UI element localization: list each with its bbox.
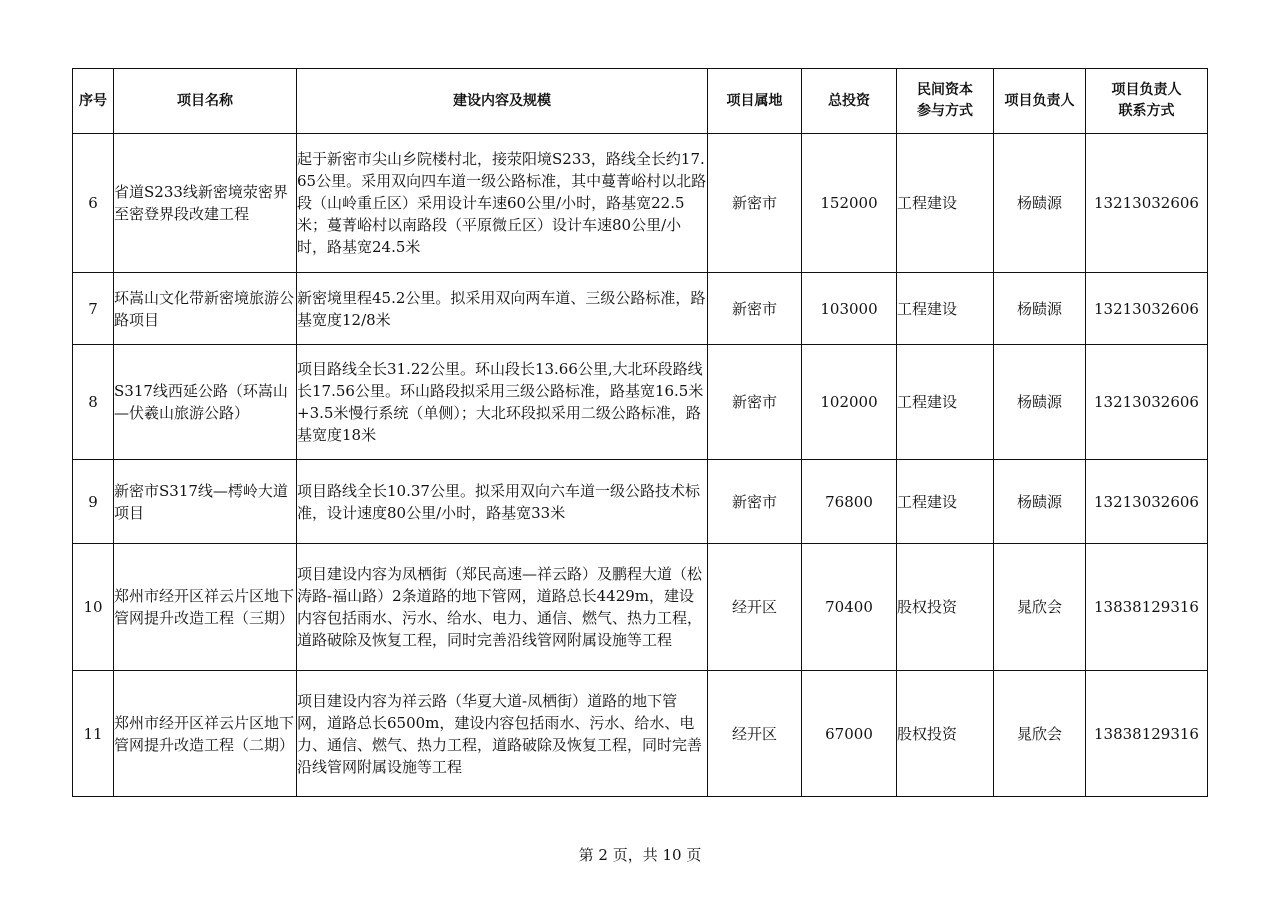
table-row (73, 345, 1208, 460)
row-content: 项目路线全长10.37公里。拟采用双向六车道一级公路技术标准，设计速度80公里/小时，路基宽33米 (297, 460, 708, 544)
row-participation: 工程建设 (897, 273, 994, 345)
header-no: 序号 (73, 69, 114, 134)
header-investment: 总投资 (802, 69, 897, 134)
row-owner: 杨赜源 (994, 273, 1086, 345)
row-owner: 晁欣会 (994, 544, 1086, 671)
row-no: 11 (73, 671, 114, 797)
table-row (73, 671, 1208, 797)
row-location: 经开区 (708, 544, 802, 671)
header-contact (1086, 69, 1208, 134)
row-location: 新密市 (708, 273, 802, 345)
row-owner: 晁欣会 (994, 671, 1086, 797)
row-location: 新密市 (708, 460, 802, 544)
row-name: 新密市S317线—樗岭大道项目 (114, 460, 297, 544)
row-name: 郑州市经开区祥云片区地下管网提升改造工程（二期） (114, 671, 297, 797)
row-participation: 工程建设 (897, 460, 994, 544)
header-content: 建设内容及规模 (297, 69, 708, 134)
row-investment: 102000 (802, 345, 897, 460)
row-investment: 152000 (802, 134, 897, 273)
row-contact: 13213032606 (1086, 273, 1208, 345)
row-name: S317线西延公路（环嵩山—伏羲山旅游公路） (114, 345, 297, 460)
row-no: 9 (73, 460, 114, 544)
row-contact: 13838129316 (1086, 671, 1208, 797)
row-participation: 工程建设 (897, 134, 994, 273)
row-name: 环嵩山文化带新密境旅游公路项目 (114, 273, 297, 345)
row-content: 项目路线全长31.22公里。环山段长13.66公里,大北环段路线长17.56公里。环山路段拟采用三级公路标准，路基宽16.5米+3.5米慢行系统（单侧）；大北环段拟采用二级公路标准，路基宽度18米 (297, 345, 708, 460)
header-location: 项目属地 (708, 69, 802, 134)
project-table (72, 68, 1208, 797)
header-contact-line1: 项目负责人 (1111, 82, 1182, 98)
row-content: 项目建设内容为凤栖街（郑民高速—祥云路）及鹏程大道（松涛路-福山路）2条道路的地下管网，道路总长4429m，建设内容包括雨水、污水、给水、电力、通信、燃气、热力工程，道路破除及恢复工程，同时完善沿线管网附属设施等工程 (297, 544, 708, 671)
header-name: 项目名称 (114, 69, 297, 134)
row-owner: 杨赜源 (994, 460, 1086, 544)
row-investment: 67000 (802, 671, 897, 797)
row-name: 省道S233线新密境荥密界至密登界段改建工程 (114, 134, 297, 273)
header-row (73, 69, 1208, 134)
header-participation-line2: 参与方式 (917, 103, 973, 119)
table-row (73, 460, 1208, 544)
row-name: 郑州市经开区祥云片区地下管网提升改造工程（三期） (114, 544, 297, 671)
table-row (73, 544, 1208, 671)
row-no: 7 (73, 273, 114, 345)
row-location: 新密市 (708, 134, 802, 273)
header-owner: 项目负责人 (994, 69, 1086, 134)
page-number: 第 2 页，共 10 页 (578, 846, 702, 864)
row-investment: 103000 (802, 273, 897, 345)
table-row (73, 273, 1208, 345)
row-content: 新密境里程45.2公里。拟采用双向两车道、三级公路标准，路基宽度12/8米 (297, 273, 708, 345)
row-contact: 13213032606 (1086, 345, 1208, 460)
row-contact: 13213032606 (1086, 460, 1208, 544)
header-participation (897, 69, 994, 134)
row-content: 起于新密市尖山乡院楼村北，接荥阳境S233，路线全长约17.65公里。采用双向四车道一级公路标准，其中蔓菁峪村以北路段（山岭重丘区）采用设计车速60公里/小时，路基宽22.5米；蔓菁峪村以南路段（平原微丘区）设计车速80公里/小时，路基宽24.5米 (297, 134, 708, 273)
row-participation: 股权投资 (897, 671, 994, 797)
row-investment: 76800 (802, 460, 897, 544)
row-no: 10 (73, 544, 114, 671)
row-participation: 股权投资 (897, 544, 994, 671)
header-contact-line2: 联系方式 (1118, 103, 1175, 119)
row-content: 项目建设内容为祥云路（华夏大道-凤栖街）道路的地下管网，道路总长6500m，建设内容包括雨水、污水、给水、电力、通信、燃气、热力工程，道路破除及恢复工程，同时完善沿线管网附属设施等工程 (297, 671, 708, 797)
row-no: 6 (73, 134, 114, 273)
row-no: 8 (73, 345, 114, 460)
row-owner: 杨赜源 (994, 345, 1086, 460)
row-investment: 70400 (802, 544, 897, 671)
row-participation: 工程建设 (897, 345, 994, 460)
row-contact: 13838129316 (1086, 544, 1208, 671)
row-location: 经开区 (708, 671, 802, 797)
row-location: 新密市 (708, 345, 802, 460)
row-contact: 13213032606 (1086, 134, 1208, 273)
table-row (73, 134, 1208, 273)
header-participation-line1: 民间资本 (917, 82, 973, 98)
row-owner: 杨赜源 (994, 134, 1086, 273)
